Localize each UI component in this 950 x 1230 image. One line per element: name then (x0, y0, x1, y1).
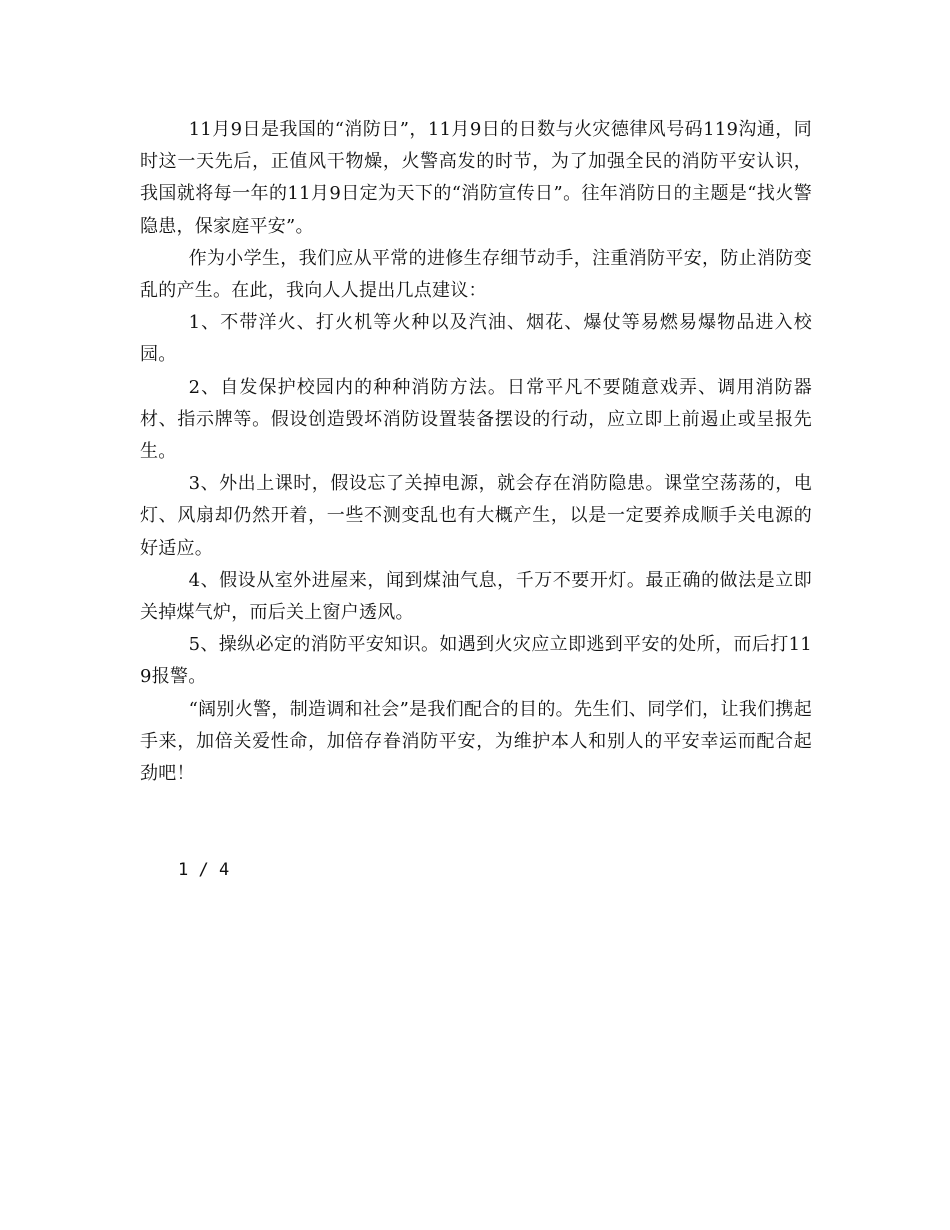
paragraph-suggestion-3: 3、外出上课时，假设忘了关掉电源，就会存在消防隐患。课堂空荡荡的，电灯、风扇却仍然开着，一些不测变乱也有大概产生，以是一定要养成顺手关电源的好适应。 (140, 473, 812, 559)
paragraph-suggestion-4: 4、假设从室外进屋来，闻到煤油气息，千万不要开灯。最正确的做法是立即关掉煤气炉，而后关上窗户透风。 (140, 569, 812, 624)
document-body (140, 114, 812, 790)
paragraph-suggestion-lead: 作为小学生，我们应从平常的进修生存细节动手，注重消防平安，防止消防变乱的产生。在此，我向人人提出几点建议： (140, 247, 812, 302)
paragraph-suggestion-5: 5、操纵必定的消防平安知识。如遇到火灾应立即逃到平安的处所，而后打119报警。 (140, 634, 812, 688)
page-number: 1 / 4 (178, 860, 230, 880)
paragraph-suggestion-1: 1、不带洋火、打火机等火种以及汽油、烟花、爆仗等易燃易爆物品进入校园。 (140, 312, 812, 366)
paragraph-intro: 11月9日是我国的“消防日”，11月9日的日数与火灾德律风号码119沟通，同时这一天先后，正值风干物燥，火警高发的时节，为了加强全民的消防平安认识，我国就将每一年的11月9日定为天下的“消防宣传日”。往年消防日的主题是“找火警隐患，保家庭平安”。 (140, 119, 812, 237)
paragraph-suggestion-2: 2、自发保护校园内的种种消防方法。日常平凡不要随意戏弄、调用消防器材、指示牌等。假设创造毁坏消防设置装备摆设的行动，应立即上前遏止或呈报先生。 (140, 376, 812, 463)
paragraph-closing: “阔别火警，制造调和社会”是我们配合的目的。先生们、同学们，让我们携起手来，加倍关爱性命，加倍存眷消防平安，为维护本人和别人的平安幸运而配合起劲吧！ (140, 698, 812, 785)
